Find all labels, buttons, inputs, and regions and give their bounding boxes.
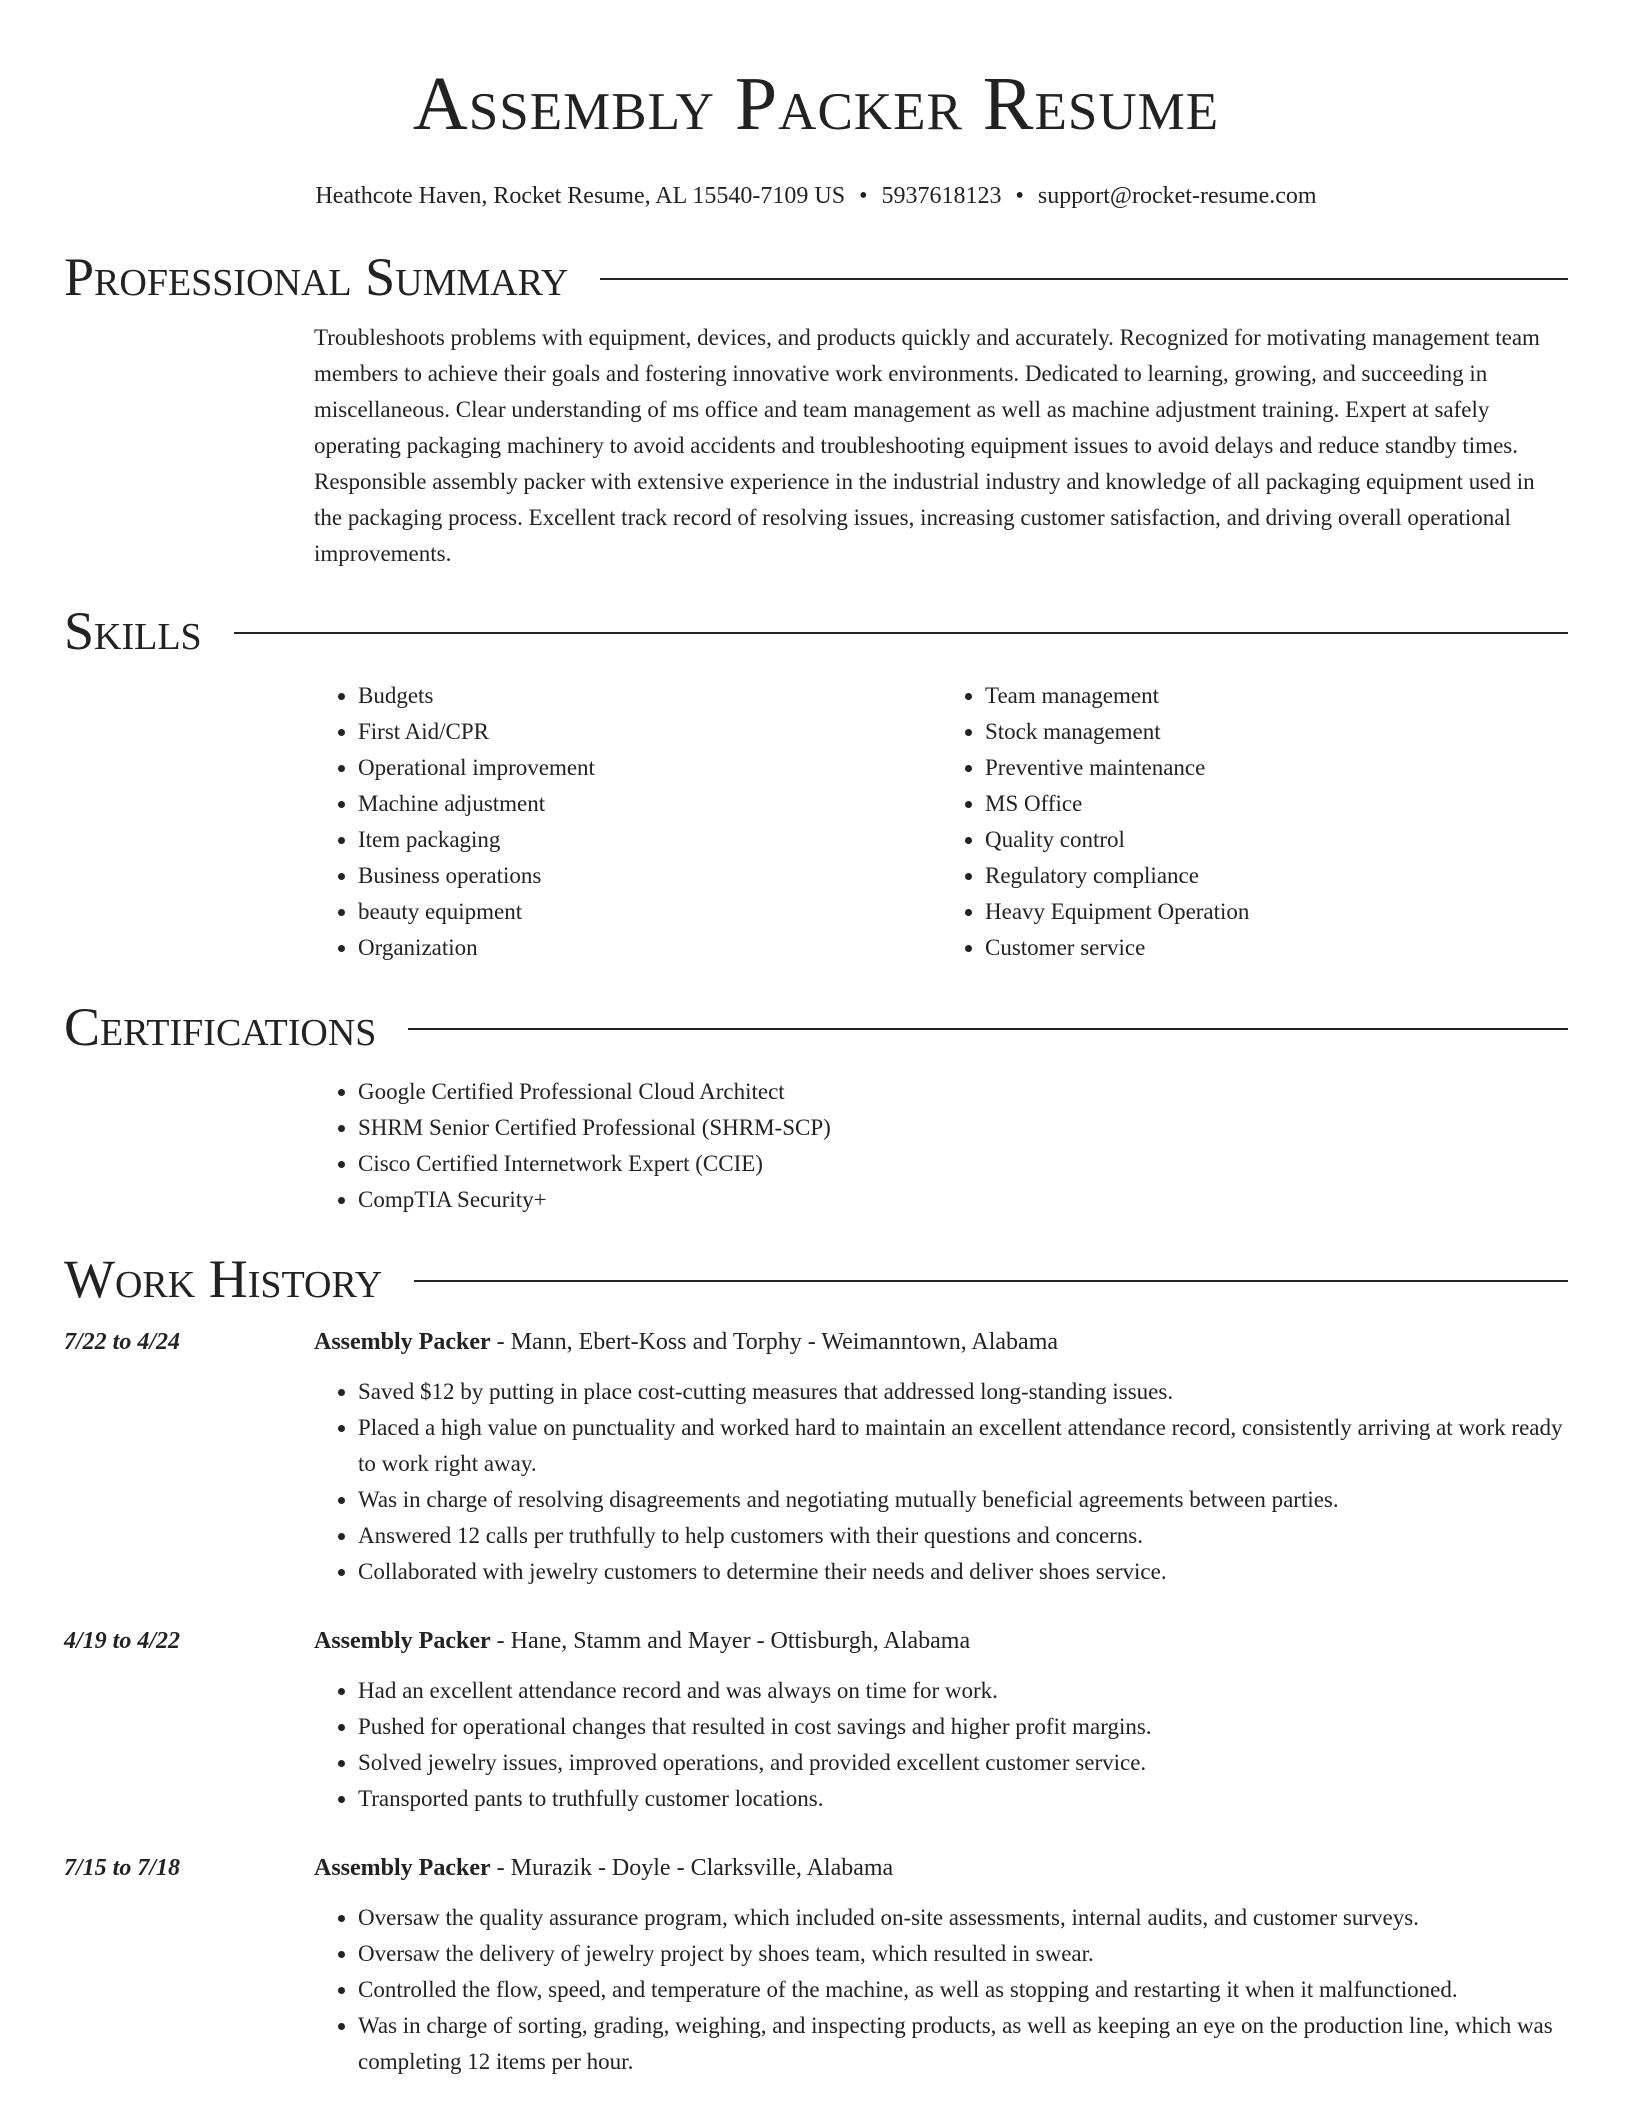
section-divider xyxy=(600,278,1568,280)
work-history-section xyxy=(64,1244,1568,2080)
job-heading xyxy=(314,1850,1568,1886)
skill-item: • Budgets xyxy=(358,678,941,714)
certifications-header xyxy=(64,992,1568,1062)
job-bullets xyxy=(314,1673,1568,1817)
certification-item: • SHRM Senior Certified Professional (SHRM-SCP) xyxy=(358,1110,1568,1146)
section-title-certifications: Certifications xyxy=(64,997,377,1057)
summary-body xyxy=(314,320,1568,572)
certifications-body xyxy=(314,1074,1568,1218)
skills-list-right xyxy=(941,678,1568,966)
work-history-header xyxy=(64,1244,1568,1314)
job-dates: 4/19 to 4/22 xyxy=(64,1628,181,1654)
job-entry xyxy=(64,1623,1568,1817)
skill-item: • Quality control xyxy=(985,822,1568,858)
certification-item: • Google Certified Professional Cloud Architect xyxy=(358,1074,1568,1110)
skill-item: • Regulatory compliance xyxy=(985,858,1568,894)
skill-item: • Team management xyxy=(985,678,1568,714)
separator: • xyxy=(1015,183,1024,209)
summary-header xyxy=(64,242,1568,312)
job-bullet: • Controlled the flow, speed, and temperature of the machine, as well as stopping and restarting it when it malfunctioned. xyxy=(358,1972,1568,2008)
address: Heathcote Haven, Rocket Resume, AL 15540-7109 US xyxy=(315,183,846,209)
job-bullet: • Was in charge of resolving disagreements and negotiating mutually beneficial agreements between parties. xyxy=(358,1482,1568,1518)
job-bullet: • Saved $12 by putting in place cost-cutting measures that addressed long-standing issues. xyxy=(358,1374,1568,1410)
job-bullet: • Oversaw the delivery of jewelry project by shoes team, which resulted in swear. xyxy=(358,1936,1568,1972)
job-bullet: • Had an excellent attendance record and was always on time for work. xyxy=(358,1673,1568,1709)
section-title-work-history: Work History xyxy=(64,1249,383,1309)
skills-section xyxy=(64,596,1568,966)
certification-item: • CompTIA Security+ xyxy=(358,1182,1568,1218)
section-divider xyxy=(408,1028,1568,1030)
section-divider xyxy=(414,1280,1568,1282)
section-title-skills: Skills xyxy=(64,601,202,661)
certifications-list xyxy=(314,1074,1568,1218)
job-bullet: • Transported pants to truthfully customer locations. xyxy=(358,1781,1568,1817)
section-divider xyxy=(234,632,1568,634)
job-role: Assembly Packer xyxy=(314,1628,491,1654)
phone: 5937618123 xyxy=(881,183,1002,209)
job-dates: 7/22 to 4/24 xyxy=(64,1329,181,1355)
contact-line xyxy=(64,180,1568,212)
certification-item: • Cisco Certified Internetwork Expert (CCIE) xyxy=(358,1146,1568,1182)
skill-item: • First Aid/CPR xyxy=(358,714,941,750)
skill-item: • Machine adjustment xyxy=(358,786,941,822)
job-dates: 7/15 to 7/18 xyxy=(64,1855,181,1881)
job-details: - Mann, Ebert-Koss and Torphy - Weimanntown, Alabama xyxy=(490,1329,1059,1355)
job-entry xyxy=(64,1850,1568,2080)
job-heading xyxy=(314,1324,1568,1360)
skills-list-left xyxy=(314,678,941,966)
separator: • xyxy=(859,183,868,209)
job-bullet: • Was in charge of sorting, grading, weighing, and inspecting products, as well as keeping an eye on the production line, which was completing 12 items per hour. xyxy=(358,2008,1568,2080)
summary-text: Troubleshoots problems with equipment, devices, and products quickly and accurately. Recognized for motivating management team members to achieve their goals and fostering innovative work environments. Dedicated to learning, growing, and succeeding in miscellaneous. Clear understanding of ms office and team management as well as machine adjustment training. Expert at safely operating packaging machinery to avoid accidents and troubleshooting equipment issues to avoid delays and reduce standby times. Responsible assembly packer with extensive experience in the industrial industry and knowledge of all packaging equipment used in the packaging process. Excellent track record of resolving issues, increasing customer satisfaction, and driving overall operational improvements. xyxy=(314,325,1540,566)
email: support@rocket-resume.com xyxy=(1037,183,1317,209)
job-bullet: • Solved jewelry issues, improved operations, and provided excellent customer service. xyxy=(358,1745,1568,1781)
job-bullet: • Oversaw the quality assurance program, which included on-site assessments, internal audits, and customer surveys. xyxy=(358,1900,1568,1936)
job-main xyxy=(314,1623,1568,1817)
job-bullet: • Pushed for operational changes that resulted in cost savings and higher profit margins. xyxy=(358,1709,1568,1745)
job-bullets xyxy=(314,1900,1568,2080)
summary-section xyxy=(64,242,1568,572)
job-role: Assembly Packer xyxy=(314,1855,491,1881)
job-details: - Hane, Stamm and Mayer - Ottisburgh, Alabama xyxy=(490,1628,971,1654)
skill-item: • Operational improvement xyxy=(358,750,941,786)
job-role: Assembly Packer xyxy=(314,1329,491,1355)
job-bullet: • Collaborated with jewelry customers to determine their needs and deliver shoes service. xyxy=(358,1554,1568,1590)
skill-item: • beauty equipment xyxy=(358,894,941,930)
job-bullet: • Answered 12 calls per truthfully to help customers with their questions and concerns. xyxy=(358,1518,1568,1554)
skills-header xyxy=(64,596,1568,666)
section-title-summary: Professional Summary xyxy=(64,247,569,307)
job-main xyxy=(314,1324,1568,1590)
certifications-section xyxy=(64,992,1568,1218)
job-bullets xyxy=(314,1374,1568,1590)
job-main xyxy=(314,1850,1568,2080)
job-entry xyxy=(64,1324,1568,1590)
skill-item: • MS Office xyxy=(985,786,1568,822)
skill-item: • Preventive maintenance xyxy=(985,750,1568,786)
skill-item: • Item packaging xyxy=(358,822,941,858)
skill-item: • Business operations xyxy=(358,858,941,894)
job-details: - Murazik - Doyle - Clarksville, Alabama xyxy=(490,1855,894,1881)
skill-item: • Stock management xyxy=(985,714,1568,750)
skill-item: • Customer service xyxy=(985,930,1568,966)
skill-item: • Heavy Equipment Operation xyxy=(985,894,1568,930)
job-bullet: • Placed a high value on punctuality and worked hard to maintain an excellent attendance record, consistently arriving at work ready to work right away. xyxy=(358,1410,1568,1482)
resume-title: Assembly Packer Resume xyxy=(412,62,1220,146)
resume-page xyxy=(64,0,1568,2080)
job-heading xyxy=(314,1623,1568,1659)
skill-item: • Organization xyxy=(358,930,941,966)
skills-grid xyxy=(314,678,1568,966)
